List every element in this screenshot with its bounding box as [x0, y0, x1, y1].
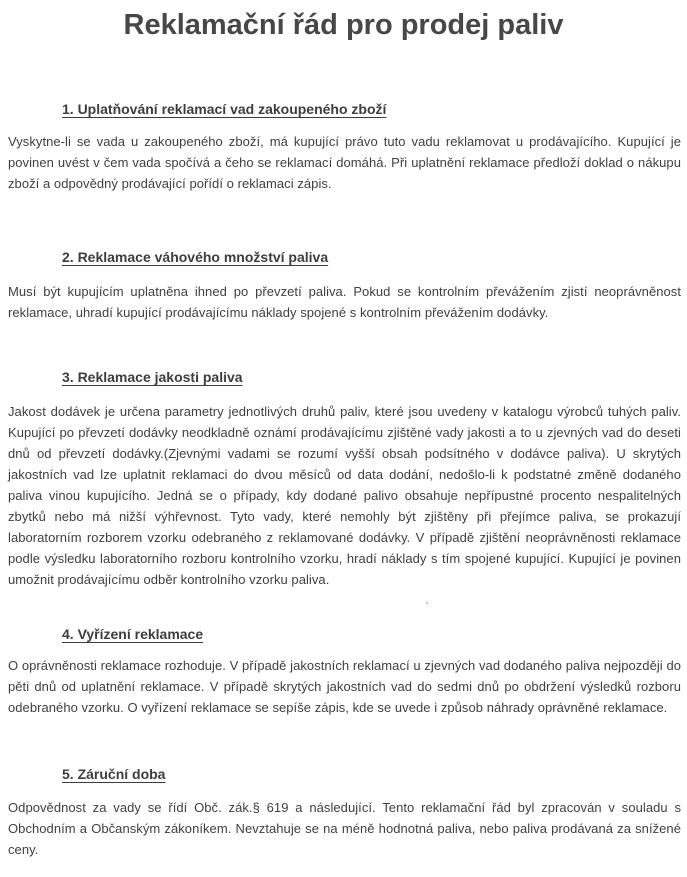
section-1-heading: 1. Uplatňování reklamací vad zakoupeného zboží: [62, 101, 387, 117]
section-5-body: Odpovědnost za vady se řídí Obč. zák.§ 619 a následující. Tento reklamační řád byl zpracován v souladu s Obchodním a Občanským zákoníkem. Nevztahuje se na méně hodnotná paliva, nebo paliva prodávaná za snížené ceny.: [8, 800, 681, 857]
document-title: Reklamační řád pro prodej paliv: [123, 9, 564, 41]
section-fuel-quality-claims: [0, 368, 687, 590]
section-2-heading: 2. Reklamace váhového množství paliva: [62, 249, 329, 265]
section-4-body: O oprávněnosti reklamace rozhoduje. V případě jakostních reklamací u zjevných vad dodaného paliva nejpozději do pěti dnů od uplatnění reklamace. V případě skrytých jakostních vad do sedmi dnů po obdržení výsledků rozboru odebraného vzorku. O vyřízení reklamace se sepíše zápis, kde se uvede i způsob náhrady oprávněné reklamace.: [8, 658, 681, 715]
section-5-heading: 5. Záruční doba: [62, 766, 166, 782]
section-claims-of-purchased-goods: [0, 100, 687, 194]
section-1-body: Vyskytne-li se vada u zakoupeného zboží, má kupující právo tuto vadu reklamovat u prodávajícího. Kupující je povinen uvést v čem vada spočívá a čeho se reklamací domáhá. Při uplatnění reklamace předloží doklad o nákupu zboží a odpovědný prodávající pořídí o reklamaci zápis.: [8, 134, 681, 191]
section-warranty-period: [0, 765, 687, 860]
section-claim-settlement: [0, 625, 687, 718]
section-2-body: Musí být kupujícím uplatněna ihned po převzetí paliva. Pokud se kontrolním převážením zjistí neoprávněnost reklamace, uhradí kupující prodávajícímu náklady spojené s kontrolním převážením dodávky.: [8, 284, 681, 320]
section-3-body: Jakost dodávek je určena parametry jednotlivých druhů paliv, které jsou uvedeny v katalogu výrobců tuhých paliv. Kupující po převzetí dodávky neodkladně oznámí prodávajícímu zjištěné vady jakosti a to u zjevných vad do deseti dnů od převzetí dodávky.(Zjevnými vadami se rozumí vyšší obsah podsítného v dodávce paliva). U skrytých jakostních vad lze uplatnit reklamaci do dvou měsíců od data dodání, nedošlo-li k podstatné změně dodaného paliva vinou kupujícího. Jedná se o případy, kdy dodané palivo obsahuje nepřípustné procento nespalitelných zbytků nebo má nižší výhřevnost. Tyto vady, které nemohly být zjištěny při přejímce paliva, se prokazují laboratorním rozborem vzorku odebraného z reklamované dodávky. V případě zjištění neoprávněnosti reklamace podle výsledku laboratorního rozboru kontrolního vzorku, hradí náklady s tím spojené kupující. Kupující je povinen umožnit prodávajícímu odběr kontrolního vzorku paliva.: [8, 404, 681, 587]
scan-artifact-mark: `: [422, 599, 431, 618]
section-weight-quantity-claims: [0, 248, 687, 323]
section-3-heading: 3. Reklamace jakosti paliva: [62, 369, 243, 385]
section-4-heading: 4. Vyřízení reklamace: [62, 626, 204, 642]
